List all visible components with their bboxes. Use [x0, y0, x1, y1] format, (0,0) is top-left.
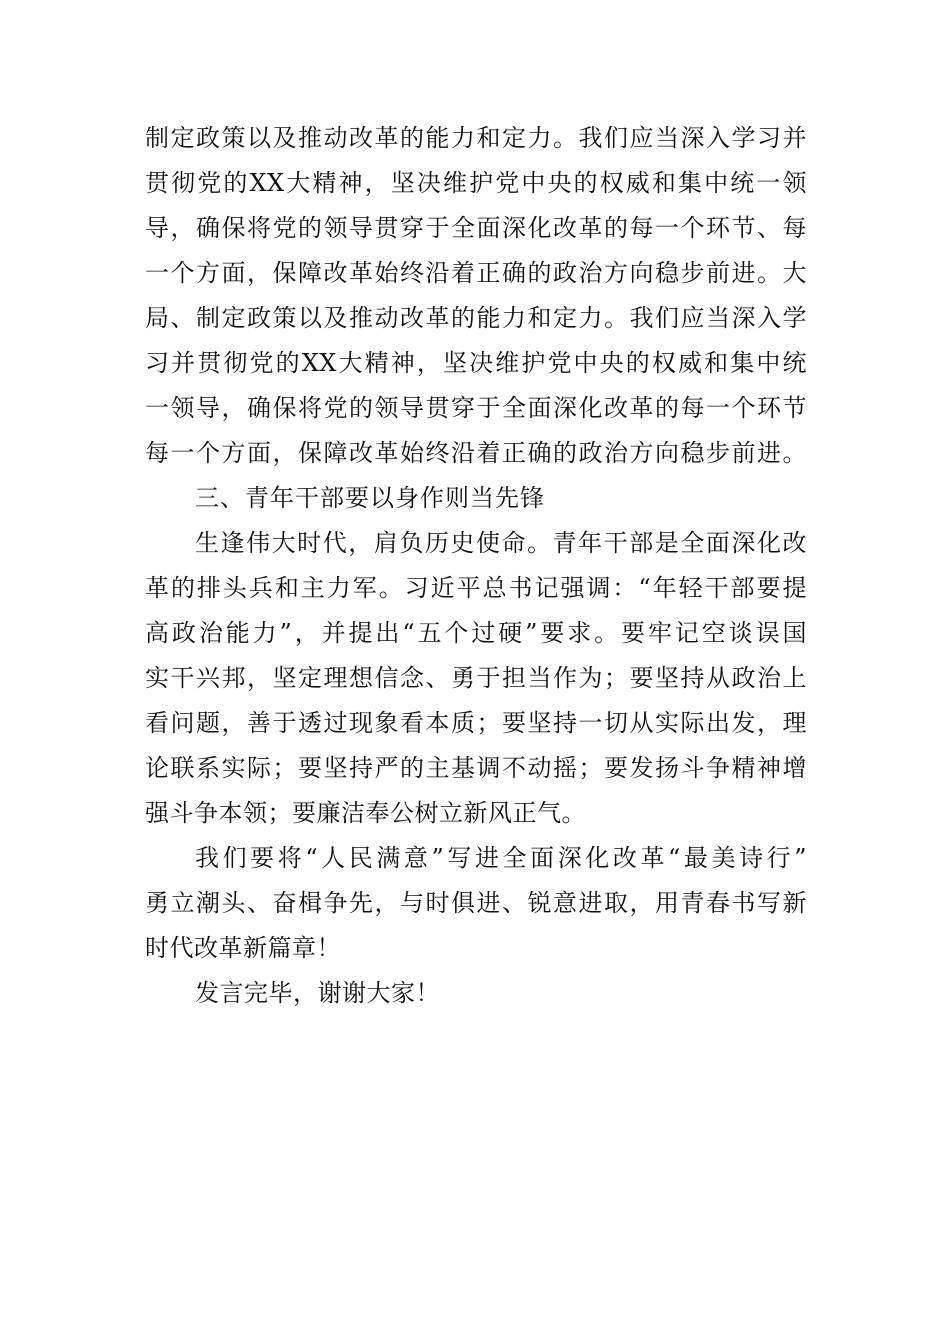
text-line: 强斗争本领；要廉洁奉公树立新风正气。: [145, 799, 586, 827]
section-heading-3: 三、青年干部要以身作则当先锋: [195, 484, 545, 512]
text-line: 局、制定政策以及推动改革的能力和定力。我们应当深入学: [145, 304, 807, 332]
closing-remark: 发言完毕，谢谢大家！: [195, 979, 440, 1007]
text-line: 时代改革新篇章！: [145, 934, 341, 962]
text-line: 贯彻党的XX大精神，坚决维护党中央的权威和集中统一领: [145, 169, 807, 197]
text-line: 勇立潮头、奋楫争先，与时俱进、锐意进取，用青春书写新: [145, 889, 807, 917]
text-line: 制定政策以及推动改革的能力和定力。我们应当深入学习并: [145, 124, 807, 152]
text-line: 每一个方面，保障改革始终沿着正确的政治方向稳步前进。: [145, 439, 807, 467]
text-line: 导，确保将党的领导贯穿于全面深化改革的每一个环节、每: [145, 214, 807, 242]
text-line: 看问题，善于透过现象看本质；要坚持一切从实际出发，理: [145, 709, 807, 737]
text-line: 高政治能力”，并提出“五个过硬”要求。要牢记空谈误国: [145, 619, 807, 647]
paragraph-1: [145, 116, 807, 476]
text-line: 习并贯彻党的XX大精神，坚决维护党中央的权威和集中统: [145, 349, 807, 377]
text-line: 我们要将“人民满意”写进全面深化改革“最美诗行”: [195, 844, 807, 872]
text-line: 一领导，确保将党的领导贯穿于全面深化改革的每一个环节: [145, 394, 807, 422]
paragraph-3: [145, 836, 807, 971]
paragraph-2: [145, 521, 807, 836]
text-line: 生逢伟大时代，肩负历史使命。青年干部是全面深化改: [195, 529, 807, 557]
text-line: 实干兴邦，坚定理想信念、勇于担当作为；要坚持从政治上: [145, 664, 807, 692]
text-line: 一个方面，保障改革始终沿着正确的政治方向稳步前进。大: [145, 259, 807, 287]
document-body: [145, 116, 807, 1016]
text-line: 论联系实际；要坚持严的主基调不动摇；要发扬斗争精神增: [145, 754, 807, 782]
text-line: 革的排头兵和主力军。习近平总书记强调：“年轻干部要提: [145, 574, 807, 602]
